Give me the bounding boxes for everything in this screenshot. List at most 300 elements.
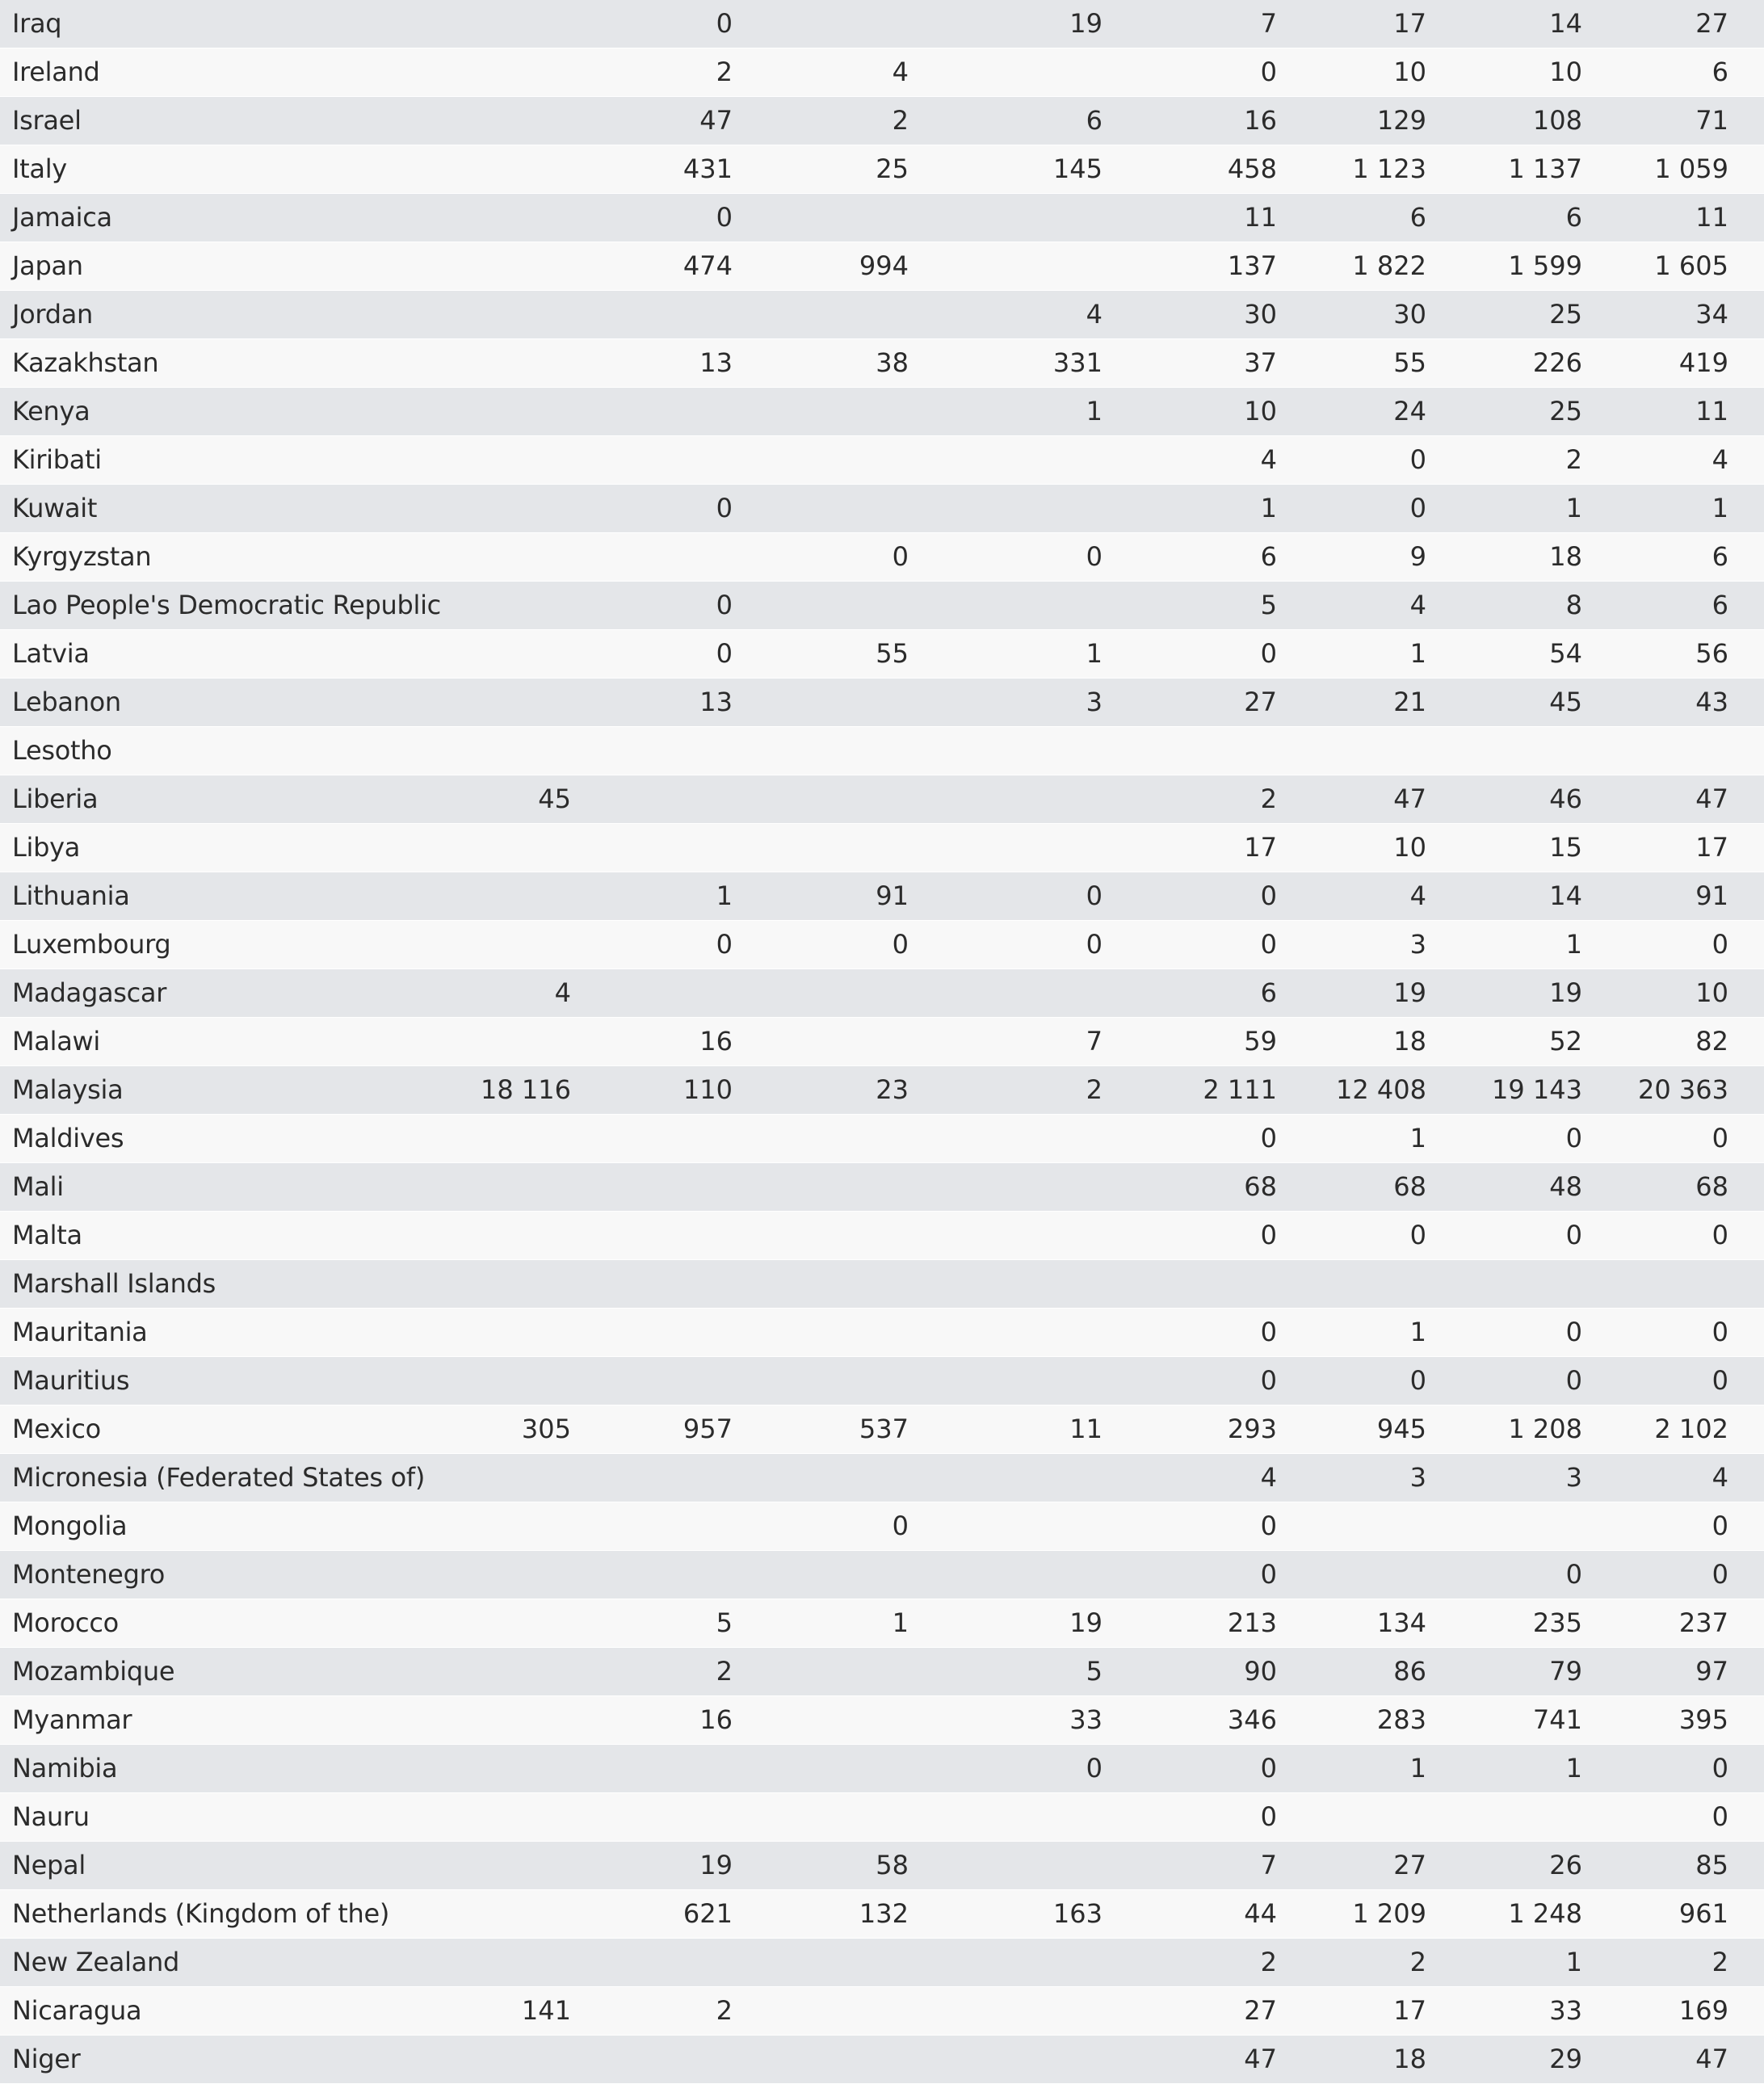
value-cell: 0: [1426, 1309, 1582, 1357]
value-cell: 26: [1426, 1842, 1582, 1890]
value-cell: 38: [733, 339, 909, 388]
value-cell: 2: [1426, 436, 1582, 485]
value-cell: 537: [733, 1405, 909, 1454]
table-row: [0, 1696, 1764, 1745]
value-cell: 1: [1277, 1115, 1426, 1163]
value-cell: 0: [909, 1745, 1102, 1793]
value-cell: 235: [1426, 1599, 1582, 1648]
value-cell: 0: [1426, 1357, 1582, 1405]
value-cell: 2: [571, 1648, 733, 1696]
value-cell: 47: [571, 97, 733, 145]
value-cell: [909, 1260, 1102, 1309]
value-cell: [909, 1212, 1102, 1260]
value-cell: [571, 727, 733, 775]
value-cell: [909, 969, 1102, 1018]
value-cell: [452, 1212, 571, 1260]
value-cell: 44: [1102, 1890, 1277, 1939]
table-row: [0, 436, 1764, 485]
value-cell: [452, 1648, 571, 1696]
value-cell: [452, 921, 571, 969]
value-cell: [452, 1745, 571, 1793]
value-cell: 91: [1582, 872, 1764, 921]
value-cell: [452, 1842, 571, 1890]
country-name: Iraq: [0, 0, 452, 48]
value-cell: 1 599: [1426, 242, 1582, 291]
value-cell: 47: [1277, 775, 1426, 824]
value-cell: [452, 485, 571, 533]
table-row: [0, 679, 1764, 727]
value-cell: 18: [1277, 2036, 1426, 2084]
value-cell: 59: [1102, 1018, 1277, 1066]
value-cell: 18: [1426, 533, 1582, 582]
value-cell: [452, 1260, 571, 1309]
value-cell: 54: [1426, 630, 1582, 679]
value-cell: 17: [1277, 0, 1426, 48]
value-cell: [909, 824, 1102, 872]
value-cell: 10: [1277, 824, 1426, 872]
value-cell: [733, 1115, 909, 1163]
value-cell: 3: [1277, 1454, 1426, 1502]
value-cell: [1426, 1502, 1582, 1551]
country-name: Madagascar: [0, 969, 452, 1018]
value-cell: 2: [1102, 775, 1277, 824]
value-cell: [452, 582, 571, 630]
value-cell: [452, 1551, 571, 1599]
value-cell: 10: [1426, 48, 1582, 97]
value-cell: 47: [1582, 775, 1764, 824]
value-cell: 11: [1102, 194, 1277, 242]
value-cell: 7: [909, 1018, 1102, 1066]
value-cell: 2: [1102, 1939, 1277, 1987]
value-cell: 0: [1582, 1309, 1764, 1357]
value-cell: [909, 2036, 1102, 2084]
value-cell: [909, 485, 1102, 533]
value-cell: 4: [1102, 436, 1277, 485]
value-cell: 4: [1582, 436, 1764, 485]
country-name: Morocco: [0, 1599, 452, 1648]
table-row: [0, 339, 1764, 388]
value-cell: [909, 1987, 1102, 2036]
value-cell: 52: [1426, 1018, 1582, 1066]
value-cell: 1: [1102, 485, 1277, 533]
value-cell: [571, 1551, 733, 1599]
country-name: Liberia: [0, 775, 452, 824]
value-cell: [452, 291, 571, 339]
value-cell: 2: [1582, 1939, 1764, 1987]
country-name: Italy: [0, 145, 452, 194]
value-cell: 132: [733, 1890, 909, 1939]
table-row: [0, 1163, 1764, 1212]
value-cell: 10: [1277, 48, 1426, 97]
value-cell: [452, 1696, 571, 1745]
value-cell: [733, 1163, 909, 1212]
value-cell: 19: [909, 0, 1102, 48]
value-cell: 17: [1582, 824, 1764, 872]
value-cell: 0: [1582, 1115, 1764, 1163]
value-cell: [733, 1018, 909, 1066]
table-row: [0, 969, 1764, 1018]
table-row: [0, 1260, 1764, 1309]
value-cell: [571, 1309, 733, 1357]
value-cell: 82: [1582, 1018, 1764, 1066]
value-cell: [733, 582, 909, 630]
value-cell: 97: [1582, 1648, 1764, 1696]
country-name: Jordan: [0, 291, 452, 339]
value-cell: [571, 969, 733, 1018]
value-cell: 0: [733, 533, 909, 582]
value-cell: 10: [1102, 388, 1277, 436]
value-cell: [571, 1939, 733, 1987]
value-cell: 43: [1582, 679, 1764, 727]
table-row: [0, 291, 1764, 339]
value-cell: 47: [1102, 2036, 1277, 2084]
country-name: Mali: [0, 1163, 452, 1212]
table-row: [0, 872, 1764, 921]
value-cell: 293: [1102, 1405, 1277, 1454]
value-cell: [452, 630, 571, 679]
value-cell: [733, 1454, 909, 1502]
value-cell: [452, 145, 571, 194]
country-name: Latvia: [0, 630, 452, 679]
value-cell: [452, 242, 571, 291]
value-cell: 419: [1582, 339, 1764, 388]
value-cell: 0: [733, 1502, 909, 1551]
country-name: Lithuania: [0, 872, 452, 921]
value-cell: 21: [1277, 679, 1426, 727]
country-name: Kiribati: [0, 436, 452, 485]
value-cell: [909, 1309, 1102, 1357]
table-row: [0, 2036, 1764, 2084]
value-cell: 0: [1102, 872, 1277, 921]
table-row: [0, 1066, 1764, 1115]
value-cell: 14: [1426, 872, 1582, 921]
value-cell: 6: [909, 97, 1102, 145]
value-cell: [452, 1309, 571, 1357]
table-row: [0, 1745, 1764, 1793]
value-cell: 45: [452, 775, 571, 824]
country-name: Malawi: [0, 1018, 452, 1066]
country-name: Nicaragua: [0, 1987, 452, 2036]
value-cell: 56: [1582, 630, 1764, 679]
value-cell: 6: [1426, 194, 1582, 242]
value-cell: [733, 1212, 909, 1260]
value-cell: 1 137: [1426, 145, 1582, 194]
value-cell: [571, 1357, 733, 1405]
value-cell: 283: [1277, 1696, 1426, 1745]
country-name: Kazakhstan: [0, 339, 452, 388]
value-cell: 0: [571, 921, 733, 969]
value-cell: 0: [1102, 1212, 1277, 1260]
value-cell: [452, 2036, 571, 2084]
value-cell: [909, 242, 1102, 291]
value-cell: 0: [571, 630, 733, 679]
value-cell: [909, 775, 1102, 824]
table-row: [0, 1599, 1764, 1648]
value-cell: 1 822: [1277, 242, 1426, 291]
table-row: [0, 1890, 1764, 1939]
value-cell: 1: [1582, 485, 1764, 533]
value-cell: 957: [571, 1405, 733, 1454]
value-cell: 24: [1277, 388, 1426, 436]
value-cell: 5: [909, 1648, 1102, 1696]
value-cell: [1277, 1793, 1426, 1842]
value-cell: [452, 1502, 571, 1551]
value-cell: 0: [909, 872, 1102, 921]
value-cell: 961: [1582, 1890, 1764, 1939]
value-cell: 1: [909, 388, 1102, 436]
country-name: Lebanon: [0, 679, 452, 727]
value-cell: 0: [1102, 921, 1277, 969]
value-cell: [452, 679, 571, 727]
value-cell: 5: [571, 1599, 733, 1648]
value-cell: [452, 1454, 571, 1502]
value-cell: [733, 1260, 909, 1309]
value-cell: [733, 291, 909, 339]
value-cell: 8: [1426, 582, 1582, 630]
value-cell: 91: [733, 872, 909, 921]
value-cell: [452, 1115, 571, 1163]
value-cell: 1 605: [1582, 242, 1764, 291]
value-cell: 23: [733, 1066, 909, 1115]
country-name: Niger: [0, 2036, 452, 2084]
value-cell: [733, 485, 909, 533]
value-cell: [733, 1648, 909, 1696]
value-cell: [733, 0, 909, 48]
value-cell: 0: [1102, 1502, 1277, 1551]
value-cell: 86: [1277, 1648, 1426, 1696]
value-cell: 0: [1102, 1115, 1277, 1163]
value-cell: 226: [1426, 339, 1582, 388]
country-name: Netherlands (Kingdom of the): [0, 1890, 452, 1939]
value-cell: [733, 1551, 909, 1599]
value-cell: 1: [909, 630, 1102, 679]
value-cell: 331: [909, 339, 1102, 388]
table-row: [0, 630, 1764, 679]
table-row: [0, 1357, 1764, 1405]
value-cell: [733, 1939, 909, 1987]
value-cell: [571, 824, 733, 872]
value-cell: [733, 1745, 909, 1793]
value-cell: 237: [1582, 1599, 1764, 1648]
value-cell: 4: [1102, 1454, 1277, 1502]
value-cell: 0: [571, 485, 733, 533]
country-name: Jamaica: [0, 194, 452, 242]
value-cell: 474: [571, 242, 733, 291]
value-cell: [452, 872, 571, 921]
value-cell: 11: [1582, 388, 1764, 436]
value-cell: 27: [1102, 1987, 1277, 2036]
value-cell: [1426, 1793, 1582, 1842]
value-cell: [1426, 1260, 1582, 1309]
country-name: Kyrgyzstan: [0, 533, 452, 582]
value-cell: [909, 1939, 1102, 1987]
value-cell: 12 408: [1277, 1066, 1426, 1115]
value-cell: 37: [1102, 339, 1277, 388]
country-name: Lao People's Democratic Republic: [0, 582, 452, 630]
value-cell: 19: [571, 1842, 733, 1890]
value-cell: 1: [571, 872, 733, 921]
value-cell: 0: [1426, 1551, 1582, 1599]
value-cell: 395: [1582, 1696, 1764, 1745]
value-cell: [452, 1890, 571, 1939]
country-name: Nauru: [0, 1793, 452, 1842]
value-cell: 2: [909, 1066, 1102, 1115]
value-cell: 6: [1102, 533, 1277, 582]
table-row: [0, 388, 1764, 436]
value-cell: [452, 1793, 571, 1842]
value-cell: [571, 1260, 733, 1309]
value-cell: 2: [571, 48, 733, 97]
value-cell: [909, 48, 1102, 97]
value-cell: [452, 533, 571, 582]
country-name: Montenegro: [0, 1551, 452, 1599]
value-cell: 134: [1277, 1599, 1426, 1648]
value-cell: 25: [1426, 388, 1582, 436]
value-cell: 0: [571, 0, 733, 48]
value-cell: 1: [1426, 921, 1582, 969]
value-cell: [571, 436, 733, 485]
value-cell: 34: [1582, 291, 1764, 339]
value-cell: 0: [1102, 1357, 1277, 1405]
value-cell: 55: [1277, 339, 1426, 388]
country-name: Malta: [0, 1212, 452, 1260]
value-cell: 2: [1277, 1939, 1426, 1987]
value-cell: 163: [909, 1890, 1102, 1939]
value-cell: 1 123: [1277, 145, 1426, 194]
value-cell: 0: [733, 921, 909, 969]
value-cell: [1102, 727, 1277, 775]
value-cell: 58: [733, 1842, 909, 1890]
value-cell: [1277, 1551, 1426, 1599]
value-cell: 0: [1102, 1745, 1277, 1793]
country-name: Mauritius: [0, 1357, 452, 1405]
value-cell: 2 111: [1102, 1066, 1277, 1115]
value-cell: 1: [1426, 1745, 1582, 1793]
value-cell: [733, 388, 909, 436]
value-cell: [452, 436, 571, 485]
country-name: Namibia: [0, 1745, 452, 1793]
value-cell: 1 248: [1426, 1890, 1582, 1939]
value-cell: 11: [909, 1405, 1102, 1454]
value-cell: 141: [452, 1987, 571, 2036]
table-row: [0, 0, 1764, 48]
country-name: Libya: [0, 824, 452, 872]
value-cell: [452, 1163, 571, 1212]
value-cell: 4: [1582, 1454, 1764, 1502]
table-row: [0, 485, 1764, 533]
value-cell: 2: [571, 1987, 733, 2036]
value-cell: [452, 727, 571, 775]
value-cell: 0: [1277, 485, 1426, 533]
value-cell: [733, 1357, 909, 1405]
value-cell: 945: [1277, 1405, 1426, 1454]
value-cell: 0: [1102, 1309, 1277, 1357]
value-cell: 0: [1582, 1357, 1764, 1405]
country-name: Mozambique: [0, 1648, 452, 1696]
value-cell: [1102, 1260, 1277, 1309]
value-cell: [733, 727, 909, 775]
country-name: Micronesia (Federated States of): [0, 1454, 452, 1502]
value-cell: 16: [1102, 97, 1277, 145]
value-cell: [909, 1842, 1102, 1890]
value-cell: [909, 1551, 1102, 1599]
table-row: [0, 1842, 1764, 1890]
value-cell: 741: [1426, 1696, 1582, 1745]
value-cell: [733, 1987, 909, 2036]
value-cell: 71: [1582, 97, 1764, 145]
value-cell: 6: [1277, 194, 1426, 242]
value-cell: 1 059: [1582, 145, 1764, 194]
value-cell: 137: [1102, 242, 1277, 291]
value-cell: 68: [1582, 1163, 1764, 1212]
value-cell: [452, 194, 571, 242]
country-name: Marshall Islands: [0, 1260, 452, 1309]
value-cell: [571, 1454, 733, 1502]
table-row: [0, 1551, 1764, 1599]
value-cell: 0: [1277, 1357, 1426, 1405]
value-cell: 17: [1102, 824, 1277, 872]
value-cell: [1277, 1502, 1426, 1551]
value-cell: 19: [1277, 969, 1426, 1018]
country-name: Nepal: [0, 1842, 452, 1890]
value-cell: 30: [1102, 291, 1277, 339]
country-name: Myanmar: [0, 1696, 452, 1745]
value-cell: 90: [1102, 1648, 1277, 1696]
value-cell: [452, 48, 571, 97]
value-cell: 13: [571, 679, 733, 727]
table-row: [0, 48, 1764, 97]
value-cell: 621: [571, 1890, 733, 1939]
value-cell: [571, 533, 733, 582]
table-row: [0, 533, 1764, 582]
value-cell: [452, 0, 571, 48]
value-cell: 6: [1582, 48, 1764, 97]
value-cell: 4: [1277, 872, 1426, 921]
value-cell: 3: [909, 679, 1102, 727]
value-cell: 18: [1277, 1018, 1426, 1066]
table-row: [0, 1987, 1764, 2036]
value-cell: 169: [1582, 1987, 1764, 2036]
country-name: Kenya: [0, 388, 452, 436]
value-cell: 48: [1426, 1163, 1582, 1212]
value-cell: 7: [1102, 1842, 1277, 1890]
value-cell: [571, 1502, 733, 1551]
country-name: New Zealand: [0, 1939, 452, 1987]
value-cell: [733, 1309, 909, 1357]
value-cell: [571, 1745, 733, 1793]
value-cell: 2: [733, 97, 909, 145]
value-cell: [1277, 1260, 1426, 1309]
value-cell: 5: [1102, 582, 1277, 630]
value-cell: 14: [1426, 0, 1582, 48]
value-cell: [733, 969, 909, 1018]
table-row: [0, 1454, 1764, 1502]
table-row: [0, 194, 1764, 242]
value-cell: 1 208: [1426, 1405, 1582, 1454]
country-name: Japan: [0, 242, 452, 291]
value-cell: 0: [1582, 1745, 1764, 1793]
value-cell: 27: [1102, 679, 1277, 727]
value-cell: 213: [1102, 1599, 1277, 1648]
country-name: Israel: [0, 97, 452, 145]
value-cell: 46: [1426, 775, 1582, 824]
value-cell: 10: [1582, 969, 1764, 1018]
value-cell: 0: [1582, 921, 1764, 969]
value-cell: [571, 1115, 733, 1163]
value-cell: 15: [1426, 824, 1582, 872]
table-row: [0, 242, 1764, 291]
value-cell: 2 102: [1582, 1405, 1764, 1454]
